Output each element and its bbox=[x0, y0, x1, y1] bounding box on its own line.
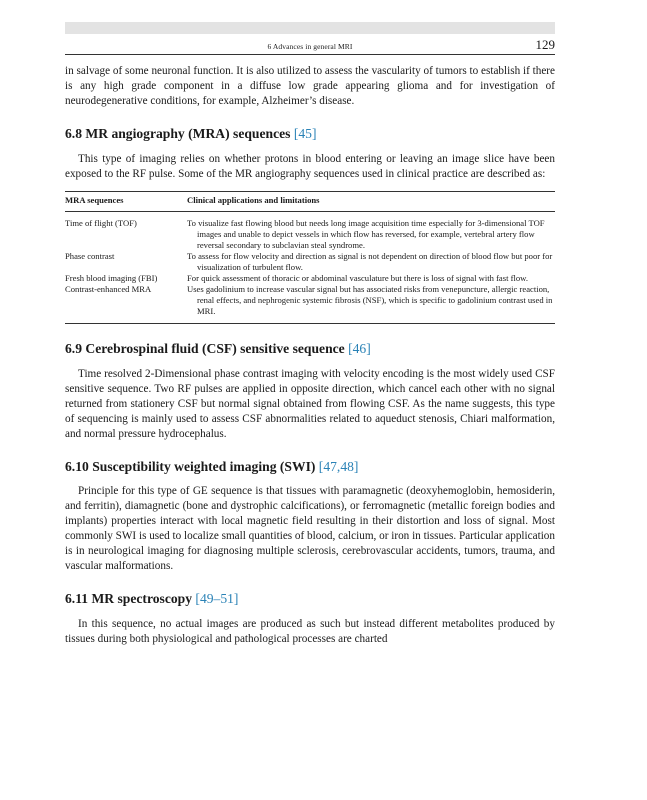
citation-link[interactable]: [45] bbox=[293, 126, 317, 141]
sequence-name: Contrast-enhanced MRA bbox=[65, 284, 152, 294]
section-paragraph: This type of imaging relies on whether protons in blood entering or leaving an image slice have been exposed to the RF pulse. Some of the MR angiography sequences used in clinical practice are described as: bbox=[65, 153, 555, 180]
section-number: 6.8 bbox=[65, 126, 82, 141]
table-header-row bbox=[65, 192, 555, 212]
intro-paragraph: in salvage of some neuronal function. It is also utilized to assess the vascularity of tumors to establish if there is any high grade component in a diffuse low grade appearing glioma and for investigation of neurodegenerative conditions, for example, Alzheimer’s disease. bbox=[65, 65, 555, 107]
page-header bbox=[65, 36, 555, 55]
sequence-name: Phase contrast bbox=[65, 251, 115, 261]
section-heading bbox=[65, 459, 555, 475]
sequence-description: To visualize fast flowing blood but needs long image acquisition time especially for 3-dimensional TOF images and unable to depict vessels in which flow has reversed, for example, vertebral artery flow reversal secondary to subclavian steal syndrome. bbox=[187, 218, 545, 250]
citation-link[interactable]: [46] bbox=[348, 341, 371, 356]
sequence-description: Uses gadolinium to increase vascular signal but has associated risks from venepuncture, allergic reaction, renal effects, and nephrogenic systemic fibrosis (NSF), which is specific to gadolinium contrast used in MRI. bbox=[187, 284, 553, 316]
mra-sequences-table bbox=[65, 191, 555, 324]
table-header-applications: Clinical applications and limitations bbox=[187, 195, 320, 205]
sequence-name: Time of flight (TOF) bbox=[65, 218, 137, 228]
section-6-9 bbox=[65, 341, 555, 442]
section-6-11 bbox=[65, 591, 555, 647]
section-title: MR spectroscopy bbox=[91, 591, 193, 606]
top-gray-bar bbox=[65, 22, 555, 34]
section-heading bbox=[65, 341, 555, 357]
section-number: 6.9 bbox=[65, 341, 82, 356]
section-heading bbox=[65, 126, 555, 142]
running-head: 6 Advances in general MRI bbox=[267, 42, 353, 51]
section-number: 6.11 bbox=[65, 591, 89, 606]
citation-link[interactable]: [47,48] bbox=[318, 459, 359, 474]
page-content bbox=[65, 64, 555, 647]
sequence-description: For quick assessment of thoracic or abdominal vasculature but there is loss of signal with fast flow. bbox=[187, 273, 528, 283]
section-title: MR angiography (MRA) sequences bbox=[85, 126, 291, 141]
table-header-sequences: MRA sequences bbox=[65, 195, 124, 205]
section-title: Susceptibility weighted imaging (SWI) bbox=[92, 459, 316, 474]
section-paragraph: Time resolved 2-Dimensional phase contrast imaging with velocity encoding is the most widely used CSF sensitive sequence. Two RF pulses are applied in opposite direction, which cancel each other with no signal returned from stationery CSF but normal signal obtained from flowing CSF. As the name suggests, this type of sequencing is mainly used to assess CSF abnormalities related to aqueduct stenosis, Chiari malformation, and normal pressure hydrocephalus. bbox=[65, 368, 555, 440]
section-number: 6.10 bbox=[65, 459, 89, 474]
page-number: 129 bbox=[535, 37, 555, 52]
section-6-10 bbox=[65, 459, 555, 574]
table-row bbox=[65, 251, 555, 273]
section-title: Cerebrospinal fluid (CSF) sensitive sequence bbox=[85, 341, 345, 356]
table-row bbox=[65, 284, 555, 324]
citation-link[interactable]: [49–51] bbox=[195, 591, 239, 606]
section-6-8 bbox=[65, 126, 555, 324]
sequence-name: Fresh blood imaging (FBI) bbox=[65, 273, 158, 283]
sequence-description: To assess for flow velocity and direction as signal is not dependent on direction of blood flow but poor for visualization of turbulent flow. bbox=[187, 251, 553, 272]
section-paragraph: In this sequence, no actual images are produced as such but instead different metabolites produced by tissues during both physiological and pathological processes are charted bbox=[65, 618, 555, 645]
table-row bbox=[65, 212, 555, 252]
section-heading bbox=[65, 591, 555, 607]
table-row bbox=[65, 273, 555, 284]
section-paragraph: Principle for this type of GE sequence is that tissues with paramagnetic (deoxyhemoglobin, hemosiderin, and ferritin), diamagnetic (bone and dystrophic calcifications), or ferromagnetic (metallic foreign bodies and implants) properties interact with local magnetic field resulting in their distortion and loss of signal. Most commonly SWI is used to localize small quantities of blood, calcium, or iron in tissues. Particular application is in neurological imaging for diagnosing multiple sclerosis, cerebrovascular accidents, tumors, trauma, and vascular malformations. bbox=[65, 485, 555, 572]
